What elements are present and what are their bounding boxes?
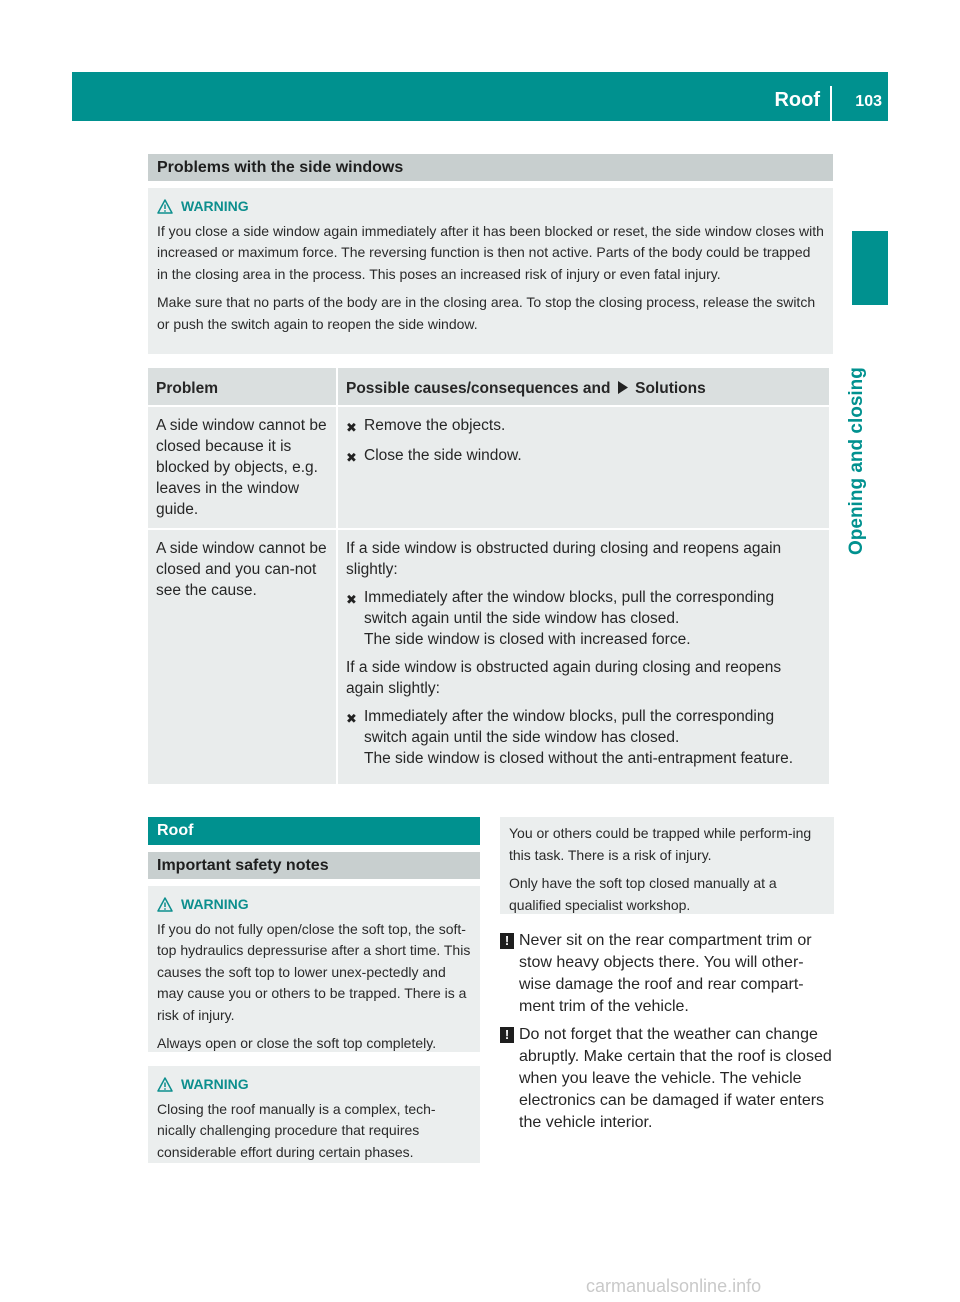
warning-box-continued xyxy=(500,817,834,914)
arrow-right-icon: ✖ xyxy=(346,711,357,726)
table-row xyxy=(148,530,829,784)
watermark: carmanualsonline.info xyxy=(586,1276,762,1296)
action-step xyxy=(346,706,821,769)
warning-box-side-windows xyxy=(148,188,833,354)
warning-text: Make sure that no parts of the body are in the closing area. To stop the closing process, release the switch or push the switch again to reopen the side window. xyxy=(157,294,816,332)
table-row xyxy=(148,407,829,528)
header-divider xyxy=(830,86,832,121)
warning-heading xyxy=(157,196,825,218)
condition-text: If a side window is obstructed during closing and reopens again slightly: xyxy=(346,540,782,578)
warning-box-manual-close xyxy=(148,1066,480,1163)
column-header-solutions xyxy=(338,368,829,405)
solution-cell xyxy=(338,530,829,784)
arrow-right-icon: ✖ xyxy=(346,592,357,607)
note-item xyxy=(500,1024,834,1134)
note-item xyxy=(500,930,834,1018)
arrow-right-icon xyxy=(617,381,629,394)
step-text: Immediately after the window blocks, pull the corresponding switch again until the side window has closed. xyxy=(364,708,775,746)
warning-box-soft-top xyxy=(148,886,480,1052)
warning-heading xyxy=(157,1074,472,1096)
action-step xyxy=(346,587,821,650)
problem-cell: A side window cannot be closed and you can-not see the cause. xyxy=(148,530,336,784)
note-text: Do not forget that the weather can change abruptly. Make certain that the roof is closed when you leave the vehicle. The vehicle electronics can be damaged if water enters the vehicle interior. xyxy=(519,1026,832,1131)
step-text: Close the side window. xyxy=(364,447,522,464)
exclamation-icon: ! xyxy=(500,1027,514,1043)
table-header-row xyxy=(148,368,829,405)
warning-triangle-icon xyxy=(157,1077,173,1092)
warning-label: WARNING xyxy=(181,198,249,214)
warning-triangle-icon xyxy=(157,897,173,912)
result-text: The side window is closed without the anti-entrapment feature. xyxy=(364,750,794,767)
result-text: The side window is closed with increased force. xyxy=(364,631,691,648)
column-header-solutions-prefix: Possible causes/consequences and xyxy=(346,380,611,397)
step-text: Immediately after the window blocks, pull the corresponding switch again until the side window has closed. xyxy=(364,589,775,627)
warning-label: WARNING xyxy=(181,896,249,912)
page-number: 103 xyxy=(855,93,882,110)
problems-table xyxy=(146,366,831,786)
warning-text: You or others could be trapped while perform-ing this task. There is a risk of injury. xyxy=(509,825,812,863)
header-title: Roof xyxy=(774,89,820,111)
warning-text: Always open or close the soft top completely. xyxy=(157,1035,437,1051)
warning-text: If you do not fully open/close the soft top, the soft-top hydraulics depressurise after a short time. This causes the soft top to lower unex-pectedly and may cause you or others to be trapped. There is a risk of injury. xyxy=(157,920,471,1023)
condition-text: If a side window is obstructed again during closing and reopens again slightly: xyxy=(346,659,782,697)
warning-label: WARNING xyxy=(181,1076,249,1092)
subsection-title-safety: Important safety notes xyxy=(148,852,480,879)
note-text: Never sit on the rear compartment trim or stow heavy objects there. You will other-wise damage the roof and rear compart-ment trim of the vehicle. xyxy=(519,932,812,1015)
exclamation-icon: ! xyxy=(500,933,514,949)
chapter-tab xyxy=(852,231,888,305)
warning-triangle-icon xyxy=(157,199,173,214)
section-title-side-windows: Problems with the side windows xyxy=(148,154,833,181)
action-step xyxy=(346,415,821,438)
chapter-label: Opening and closing xyxy=(846,367,867,555)
solution-cell xyxy=(338,407,829,528)
arrow-right-icon: ✖ xyxy=(346,420,357,435)
warning-heading xyxy=(157,894,472,916)
section-title-roof: Roof xyxy=(148,817,480,845)
action-step xyxy=(346,445,821,468)
step-text: Remove the objects. xyxy=(364,417,506,434)
problem-cell: A side window cannot be closed because it is blocked by objects, e.g. leaves in the window guide. xyxy=(148,407,336,528)
warning-text: If you close a side window again immediately after it has been blocked or reset, the side window closes with increased or maximum force. The reversing function is then not active. Parts of the body could be trapped in the closing area in the process. This poses an increased risk of injury or even fatal injury. xyxy=(157,222,824,282)
column-header-solutions-suffix: Solutions xyxy=(635,380,706,397)
page-header xyxy=(72,72,888,121)
warning-text: Closing the roof manually is a complex, tech-nically challenging procedure that requires considerable effort during certain phases. xyxy=(157,1100,436,1160)
column-header-problem: Problem xyxy=(148,368,336,405)
arrow-right-icon: ✖ xyxy=(346,450,357,465)
warning-text: Only have the soft top closed manually at a qualified specialist workshop. xyxy=(509,875,777,913)
